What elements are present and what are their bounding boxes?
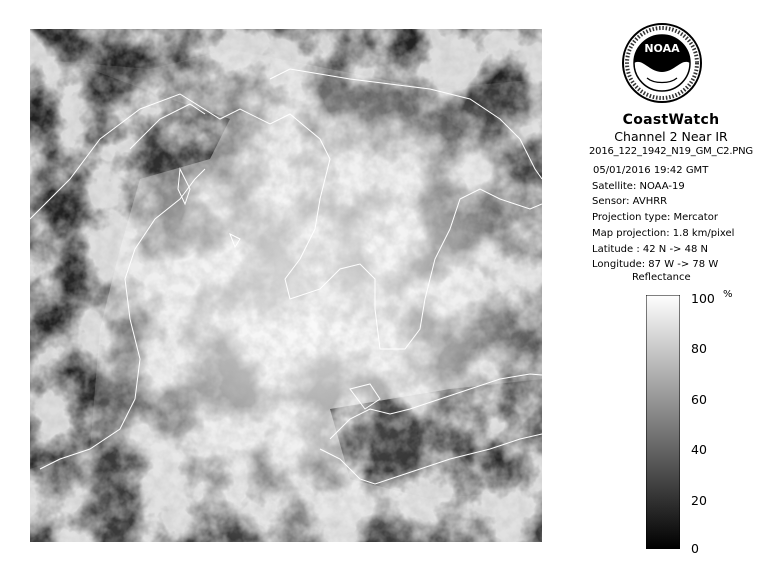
channel-title: Channel 2 Near IR bbox=[614, 129, 728, 144]
satellite-text: Satellite: NOAA-19 bbox=[592, 180, 685, 192]
map-projection-text: Map projection: 1.8 km/pixel bbox=[592, 227, 735, 239]
latitude-text: Latitude : 42 N -> 48 N bbox=[592, 243, 708, 255]
scale-tick-100: 100 bbox=[691, 291, 715, 306]
sensor-text: Sensor: AVHRR bbox=[592, 196, 668, 208]
projection-type-text: Projection type: Mercator bbox=[592, 212, 718, 224]
satellite-image bbox=[30, 29, 542, 542]
scale-title: Reflectance bbox=[632, 272, 691, 283]
reflectance-colorbar bbox=[646, 295, 680, 549]
brand-title: CoastWatch bbox=[622, 112, 720, 128]
logo-text: NOAA bbox=[644, 42, 680, 55]
longitude-text: Longitude: 87 W -> 78 W bbox=[592, 259, 719, 271]
scale-tick-0: 0 bbox=[691, 541, 699, 556]
scale-unit: % bbox=[723, 289, 733, 300]
datetime-text: 05/01/2016 19:42 GMT bbox=[593, 165, 709, 176]
noaa-logo bbox=[621, 22, 703, 104]
scale-tick-20: 20 bbox=[691, 493, 707, 508]
metadata-block bbox=[592, 163, 734, 273]
scale-tick-60: 60 bbox=[691, 392, 707, 407]
scale-tick-80: 80 bbox=[691, 341, 707, 356]
file-name: 2016_122_1942_N19_GM_C2.PNG bbox=[589, 146, 753, 157]
scale-tick-40: 40 bbox=[691, 442, 707, 457]
